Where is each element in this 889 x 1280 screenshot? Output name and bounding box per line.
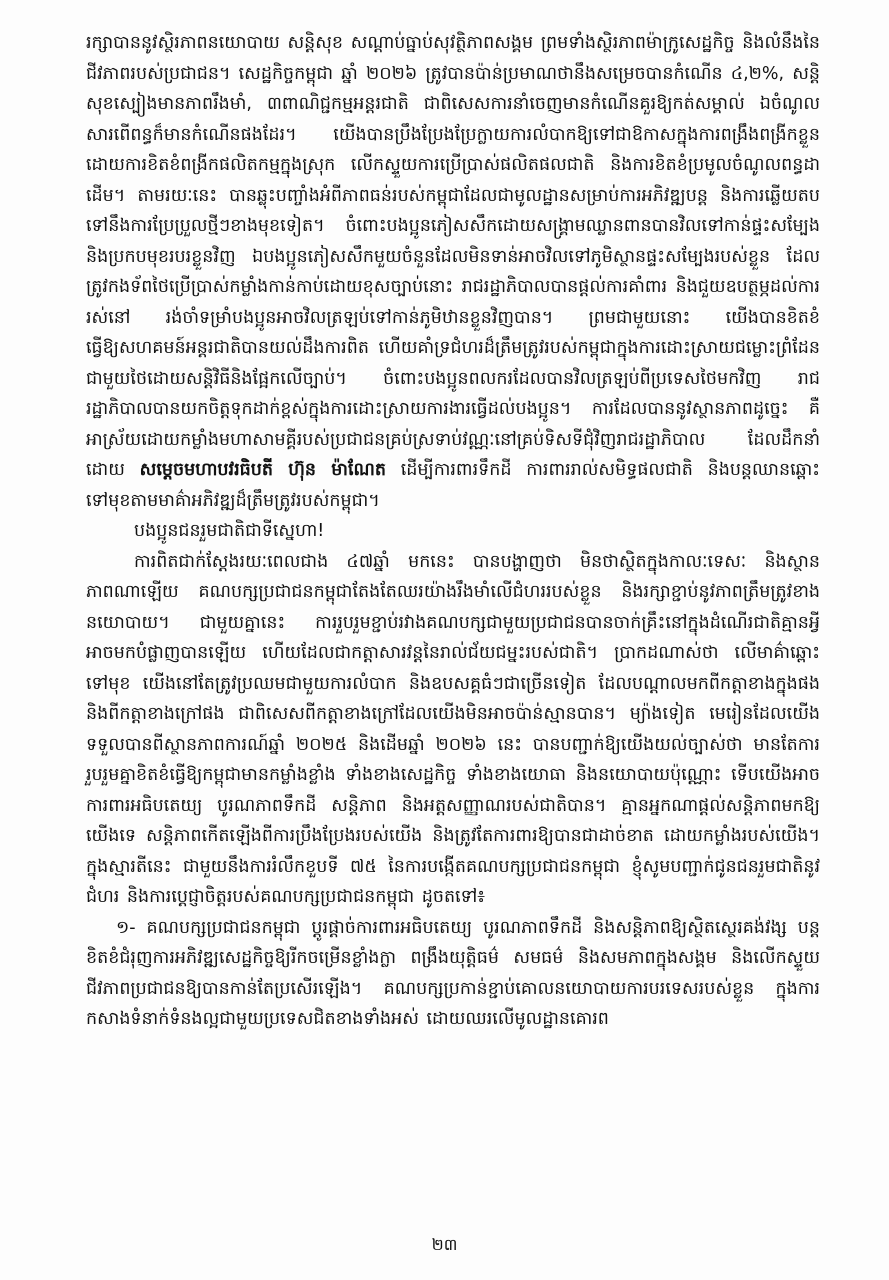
paragraph-2: ការពិតជាក់ស្តែងរយៈពេលជាង ៤៧ឆ្នាំ មកនេះ បានបង្ហាញថា មិនថាស្ថិតក្នុងកាលៈទេសៈ និងស្ថានភាពណាឡើយ គណបក្សប្រជាជនកម្ពុជាតែងតែឈរយ៉ាងរឹងមាំលើជំហររបស់ខ្លួន និងរក្សាខ្ជាប់នូវភាពត្រឹមត្រូវខាងនយោបាយ។ ជាមួយគ្នានេះ ការរួបរួមខ្ជាប់រវាងគណបក្សជាមួយប្រជាជនបានចាក់គ្រឹះនៅក្នុងដំណើរជាតិគ្មានអ្វីអាចមកបំផ្លាញបានឡើយ ហើយដែលជាកត្តាសារវន្តនៃរាល់ជ័យជម្នះរបស់ជាតិ។ ប្រាកដណាស់ថា លើមាគ៌ាឆ្ពោះទៅមុខ យើងនៅតែត្រូវប្រឈមជាមួយការលំបាក និងឧបសគ្គធំៗជាច្រើនទៀត ដែលបណ្តាលមកពីកត្តាខាងក្នុងផង និងពីកត្តាខាងក្រៅផង ជាពិសេសពីកត្តាខាងក្រៅដែលយើងមិនអាចប៉ាន់ស្មានបាន។ ម្យ៉ាងទៀត មេរៀនដែលយើងទទួលបានពីស្ថានភាពការណ៍ឆ្នាំ ២០២៥ និងដើមឆ្នាំ ២០២៦ នេះ បានបញ្ជាក់ឱ្យយើងយល់ច្បាស់ថា មានតែការរួបរួមគ្នាខិតខំធ្វើឱ្យកម្ពុជាមានកម្លាំងខ្លាំង ទាំងខាងសេដ្ឋកិច្ច ទាំងខាងយោធា និងនយោបាយប៉ុណ្ណោះ ទើបយើងអាចការពារអធិបតេយ្យ បូរណភាពទឹកដី សន្តិភាព និងអត្តសញ្ញាណរបស់ជាតិបាន។ គ្មានអ្នកណាផ្តល់សន្តិភាពមកឱ្យយើងទេ សន្តិភាពកើតឡើងពីការប្រឹងប្រែងរបស់យើង និងត្រូវតែការពារឱ្យបានជាដាច់ខាត ដោយកម្លាំងរបស់យើង។ ក្នុងស្មារតីនេះ ជាមួយនឹងការរំលឹកខួបទី ៧៥ នៃការបង្កើតគណបក្សប្រជាជនកម្ពុជា ខ្ញុំសូមបញ្ជាក់ជូនជនរួមជាតិនូវជំហរ និងការប្តេជ្ញាចិត្តរបស់គណបក្សប្រជាជនកម្ពុជា ដូចតទៅ៖ — [86, 551, 820, 907]
document-body — [86, 28, 820, 1035]
page-number: ២៣ — [431, 1235, 458, 1254]
paragraph-continuation — [86, 28, 820, 516]
leader-name: សម្តេចមហាបវរធិបតី ហ៊ុន ម៉ាណែត — [139, 460, 386, 480]
paragraph-1-end: ដើម្បីការពារទឹកដី ការពាររាល់សមិទ្ធផលជាតិ និងបន្តឈានឆ្ពោះទៅមុខតាមមាគ៌ាអភិវឌ្ឍដ៏ត្រឹមត្រូវរបស់កម្ពុជា។ — [86, 460, 820, 511]
paragraph-1-text: រក្សាបាននូវស្ថិរភាពនយោបាយ សន្តិសុខ សណ្តាប់ធ្នាប់សុវត្ថិភាពសង្គម ព្រមទាំងស្ថិរភាពម៉ាក្រូសេដ្ឋកិច្ច និងលំនឹងនៃជីវភាពរបស់ប្រជាជន។ សេដ្ឋកិច្ចកម្ពុជា ឆ្នាំ ២០២៦ ត្រូវបានប៉ាន់ប្រមាណថានឹងសម្រេចបានកំណើន ៤,២%, សន្តិសុខស្បៀងមានភាពរឹងមាំ, ៣ពាណិជ្ជកម្មអន្តរជាតិ ជាពិសេសការនាំចេញមានកំណើនគួរឱ្យកត់សម្គាល់ ឯចំណូលសារពើពន្ធក៏មានកំណើនផងដែរ។ យើងបានប្រឹងប្រែងប្រែក្លាយការលំបាកឱ្យទៅជាឱកាសក្នុងការពង្រឹងពង្រីកខ្លួន ដោយការខិតខំពង្រីកផលិតកម្មក្នុងស្រុក លើកស្ទួយការប្រើប្រាស់ផលិតផលជាតិ និងការខិតខំប្រមូលចំណូលពន្ធដាដើម។ តាមរយៈនេះ បានឆ្លុះបញ្ចាំងអំពីភាពធន់របស់កម្ពុជាដែលជាមូលដ្ឋានសម្រាប់ការអភិវឌ្ឍបន្ត និងការឆ្លើយតបទៅនឹងការប្រែប្រួលថ្មីៗខាងមុខទៀត។ ចំពោះបងប្អូនភៀសសឹកដោយសង្គ្រាមឈ្លានពានបានវិលទៅកាន់ផ្ទះសម្បែង និងប្រកបមុខរបរខ្លួនវិញ ឯបងប្អូនភៀសសឹកមួយចំនួនដែលមិនទាន់អាចវិលទៅភូមិស្ថានផ្ទះសម្បែងរបស់ខ្លួន ដែលត្រូវកងទ័ពថៃប្រើប្រាស់កម្លាំងកាន់កាប់ដោយខុសច្បាប់នោះ រាជរដ្ឋាភិបាលបានផ្តល់ការគាំពារ និងជួយឧបត្ថម្ភដល់ការរស់នៅ រង់ចាំទម្រាំបងប្អូនអាចវិលត្រឡប់ទៅកាន់ភូមិឋានខ្លួនវិញបាន។ ព្រមជាមួយនោះ យើងបានខិតខំធ្វើឱ្យសហគមន៍អន្តរជាតិបានយល់ដឹងការពិត ហើយគាំទ្រជំហរដ៏ត្រឹមត្រូវរបស់កម្ពុជាក្នុងការដោះស្រាយជម្លោះព្រំដែនជាមួយថៃដោយសន្តិវិធីនិងផ្អែកលើច្បាប់។ ចំពោះបងប្អូនពលករដែលបានវិលត្រឡប់ពីប្រទេសថៃមកវិញ រាជរដ្ឋាភិបាលបានយកចិត្តទុកដាក់ខ្ពស់ក្នុងការដោះស្រាយការងារធ្វើដល់បងប្អូន។ ការដែលបាននូវស្ថានភាពដូច្នេះ គឺអាស្រ័យដោយកម្លាំងមហាសាមគ្គីរបស់ប្រជាជនគ្រប់ស្រទាប់វណ្ណៈនៅគ្រប់ទិសទីជុំវិញរាជរដ្ឋាភិបាល ដែលដឹកនាំដោយ — [86, 33, 820, 480]
greeting: បងប្អូនជនរួមជាតិជាទីស្នេហា! — [134, 521, 325, 541]
paragraph-3: ១- គណបក្សប្រជាជនកម្ពុជា ប្តូរផ្តាច់ការពារអធិបតេយ្យ បូរណភាពទឹកដី និងសន្តិភាពឱ្យស្ថិតស្ថេរគង់វង្ស បន្តខិតខំជំរុញការអភិវឌ្ឍសេដ្ឋកិច្ចឱ្យរីកចម្រើនខ្លាំងក្លា ពង្រឹងយុត្តិធម៌ សមធម៌ និងសមភាពក្នុងសង្គម និងលើកស្ទួយជីវភាពប្រជាជនឱ្យបានកាន់តែប្រសើរឡើង។ គណបក្សប្រកាន់ខ្ជាប់គោលនយោបាយការបរទេសរបស់ខ្លួន ក្នុងការកសាងទំនាក់ទំនងល្អជាមួយប្រទេសជិតខាងទាំងអស់ ដោយឈរលើមូលដ្ឋានគោរព — [86, 917, 820, 1029]
